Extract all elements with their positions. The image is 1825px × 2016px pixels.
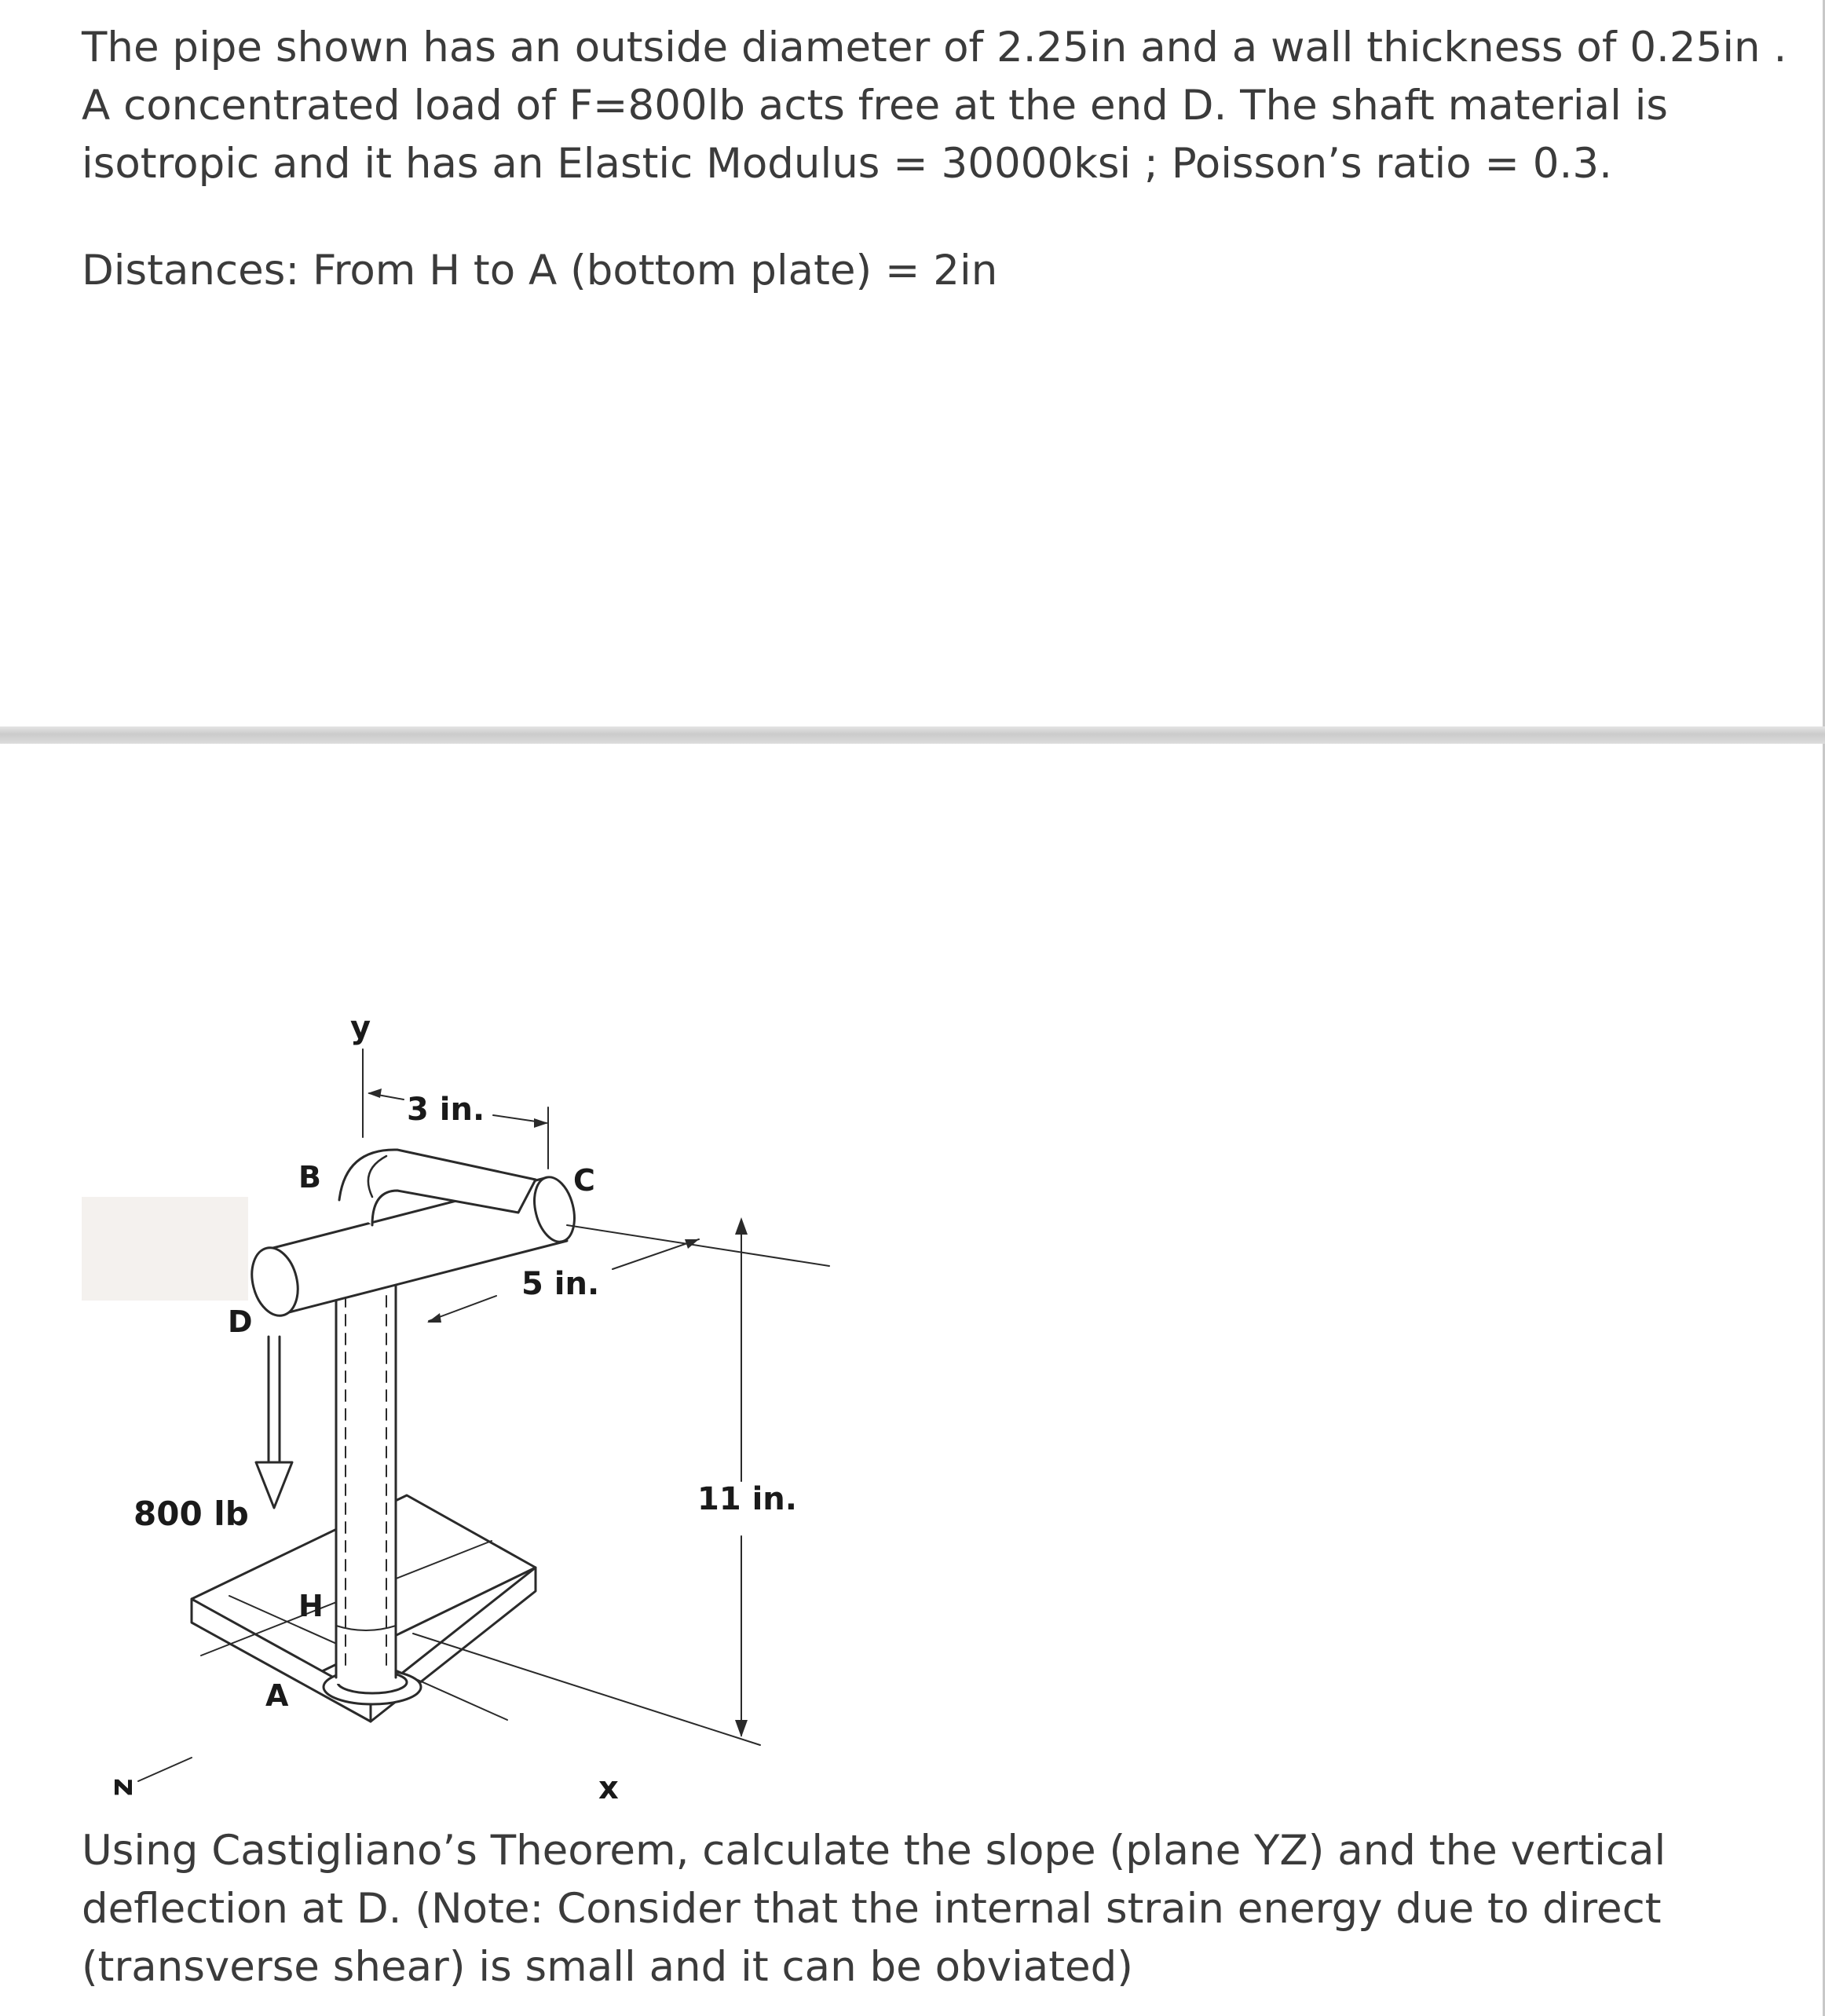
label-point-h: H [298,1589,324,1623]
problem-statement: The pipe shown has an outside diameter of 2.25in and a wall thickness of 0.25in . A concentrated load of F=800lb acts free at the end D. The shaft material is isotropic and it has an Elastic Modulus = 30000ksi ; Poisson’s ratio = 0.3. [82,24,1787,188]
label-point-d: D [228,1304,253,1339]
dim-5in-extension [567,1225,829,1266]
dim-5in-arrowhead-left [427,1313,441,1323]
dim-11in-arrowhead-top [735,1217,748,1235]
label-point-b: B [298,1160,321,1195]
dim-11in-arrowhead-bottom [735,1720,748,1737]
label-point-c: C [573,1163,595,1198]
distances-statement: Distances: From H to A (bottom plate) = 2in [82,247,998,295]
question-statement: Using Castigliano’s Theorem, calculate the slope (plane YZ) and the vertical deflection at D. (Note: Consider that the internal strain energy due to direct (transverse shear) is small and it can be obviated) [82,1827,1666,1991]
redacted-patch [82,1197,248,1301]
label-dim-11in: 11 in. [697,1481,797,1517]
label-dim-3in: 3 in. [407,1092,485,1128]
label-y-axis: y [350,1010,371,1046]
label-dim-5in: 5 in. [521,1266,600,1302]
dim-3in-arrowhead-left [368,1088,382,1098]
load-arrowhead [256,1462,292,1508]
label-point-a: A [265,1678,289,1713]
z-axis-line [138,1758,192,1781]
label-z-axis: z [107,1778,143,1797]
label-load: 800 lb [133,1495,249,1533]
label-x-axis: x [598,1770,619,1806]
dim-11in-base-extension [413,1634,760,1745]
dim-3in-arrowhead-right [534,1118,548,1128]
